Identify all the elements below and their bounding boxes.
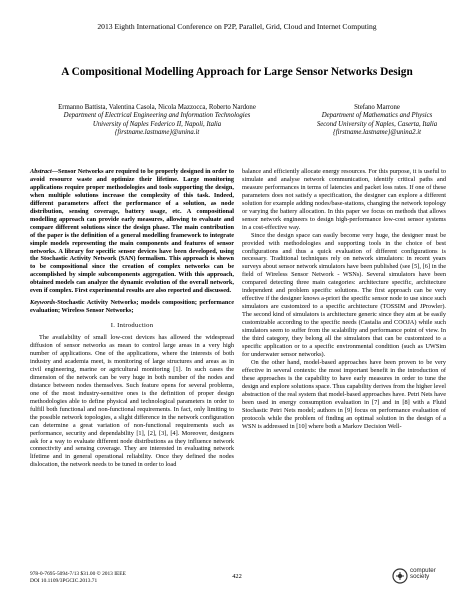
left-column bbox=[30, 168, 234, 469]
keywords-text: -Stochastic Activity Networks; models composition; performance evaluation; Wireless Sensor Networks; bbox=[30, 299, 234, 315]
author-block-right bbox=[292, 104, 462, 137]
footer-isbn: 978-0-7695-5094-7/13 $31.00 © 2013 IEEE bbox=[30, 571, 126, 577]
logo-line-1: computer bbox=[410, 567, 436, 574]
author-department: Department of Electrical Engineering and Information Technologies bbox=[63, 112, 251, 120]
author-email: {firstname.lastname}@unina2.it bbox=[333, 128, 421, 136]
computer-society-logo bbox=[392, 565, 452, 589]
author-names: Ermanno Battista, Valentina Casola, Nicola Mazzocca, Roberto Nardone bbox=[58, 104, 256, 111]
author-email: {firstname.lastname}@unina.it bbox=[114, 128, 200, 136]
intro-paragraph: The availability of small low-cost devices has allowed the widespread diffusion of sensor networks as mean to control large areas in a very high number of applications. One of the applications, where the interests of both industry and academia meet, is monitoring of large structures and areas as in civil engineering, marine or agricultural monitoring [1]. In such cases the dimension of the network can be very huge in both number of the nodes and distance between nodes themselves. Such feature opens for several problems, one of the most industry-sensitive ones is the definition of proper design methodologies able to define physical and technological parameters in order to fulfill both functional and non-functional requirements. In fact, only limiting to the possible network topologies, a slight difference in the network configuration can determine a great variation of non-functional requirements such as performance, security and dependability [1], [2], [3], [4]. Moreover, designers ask for a way to evaluate different node distributions as they influence network connectivity and sensing coverage. They are interested in evaluating network lifetime and in general operational reliability. Once they defined the nodes dislocation, the network needs to be tuned in order to load bbox=[30, 334, 234, 469]
keywords-lead: Keywords bbox=[30, 299, 56, 307]
abstract-text: —Sensor Networks are required to be properly designed in order to avoid resource waste and optimize their lifetime. Large monitoring applications require proper methodologies and tools supporting the design, when multiple solutions increase the complexity of this task. Indeed, different parameters affect the performance of a solution, as node distribution, sensing coverage, battery usage, etc. A compositional modelling approach can provide early measures, allowing to evaluate and compare different solutions since the design phase. The main contribution of the paper is the definition of a general modelling framework to integrate simple models representing the main components and features of sensor networks. A library for specific sensor devices have been developed, using the Stochastic Activity Network (SAN) formalism. This approach is shown to be compositional since the creation of complex networks can be accomplished by simple subcomponents aggregation. With this approach, obtained models can analyze the dynamic evolution of the overall network, even if complex. First experimental results are also reported and discussed. bbox=[30, 168, 234, 295]
right-column bbox=[242, 168, 446, 430]
logo-line-2: society bbox=[410, 573, 430, 581]
body-paragraph-2: Since the design space can easily become very huge, the designer must be provided with methodologies and supporting tools in the choice of best configurations and thus a quick evaluation of different configurations is necessary. Traditional techniques rely on network simulators: in recent years surveys about sensor network simulators have been published (see [5], [6] in the field of Wireless Sensor Network - WSNs). Several simulators have been compared detecting three main categories: architecture specific, architecture independent and problem specific solutions. The first approach can be very effective if the designer knows a-priori the specific sensor node to use since such simulators are customized to a specific architecture (TOSSIM and JProwler). The second kind of simulators is architecture generic since they aim at be easily customizable according to the specific needs (Castalia and COOJA) while such simulators seem to suffer from the scalability and performance point of view. In the third category, they belong all the simulators that can be customized to a specific application or to a specific environmental condition (such as UWSim for underwater sensor networks). bbox=[242, 231, 446, 358]
body-paragraph-1: balance and efficiently allocate energy resources. For this purpose, it is useful to simulate and analyse network communication, identify critical paths and measure performances in terms of latencies and packet loss rates. If one of these parameters does not satisfy a specification, the designer can explore a different solution for example adding nodes/base-stations, changing the network topology or varying the battery allocation. In this paper we focus on methods that allows sensor network engineers to design high-performance low-cost sensor systems in a cost-effective way. bbox=[242, 168, 446, 231]
page-number: 422 bbox=[232, 573, 242, 580]
abstract bbox=[30, 168, 234, 295]
author-names: Stefano Marrone bbox=[354, 104, 400, 111]
author-department: Department of Mathematics and Physics bbox=[321, 112, 433, 120]
section-heading-introduction: I. Introduction bbox=[110, 322, 154, 330]
keywords bbox=[30, 299, 234, 315]
author-block-left bbox=[22, 104, 292, 137]
ieee-computer-society-logo-icon bbox=[392, 568, 408, 584]
conference-header: 2013 Eighth International Conference on P2P, Parallel, Grid, Cloud and Internet Computing bbox=[97, 22, 377, 31]
author-university: Second University of Naples, Caserta, Italia bbox=[316, 120, 438, 128]
abstract-lead: Abstract bbox=[30, 168, 52, 175]
paper-title: A Compositional Modelling Approach for Large Sensor Networks Design bbox=[61, 66, 413, 78]
footer-doi: DOI 10.1109/3PGCIC.2013.71 bbox=[30, 578, 98, 584]
logo-wordmark bbox=[410, 568, 436, 580]
body-paragraph-3: On the other hand, model-based approaches have been proven to be very effective in several contexts: the most important benefit in the introduction of these approaches is the capability to have early measures in order to tune the design and explore solutions space. Thus capability derives from the higher level abstraction of the real system that model-based approaches have. Petri Nets have been used in energy consumption evaluation in [7] and in [8] with a Fluid Stochastic Petri Nets model; authors in [9] focus on performance evaluation of protocols while the problem of finding an optimal solution in the design of a WSN is addressed in [10] where both a Markov Decision Well- bbox=[242, 358, 446, 430]
author-university: University of Naples Federico II, Napoli, Italia bbox=[92, 120, 222, 128]
